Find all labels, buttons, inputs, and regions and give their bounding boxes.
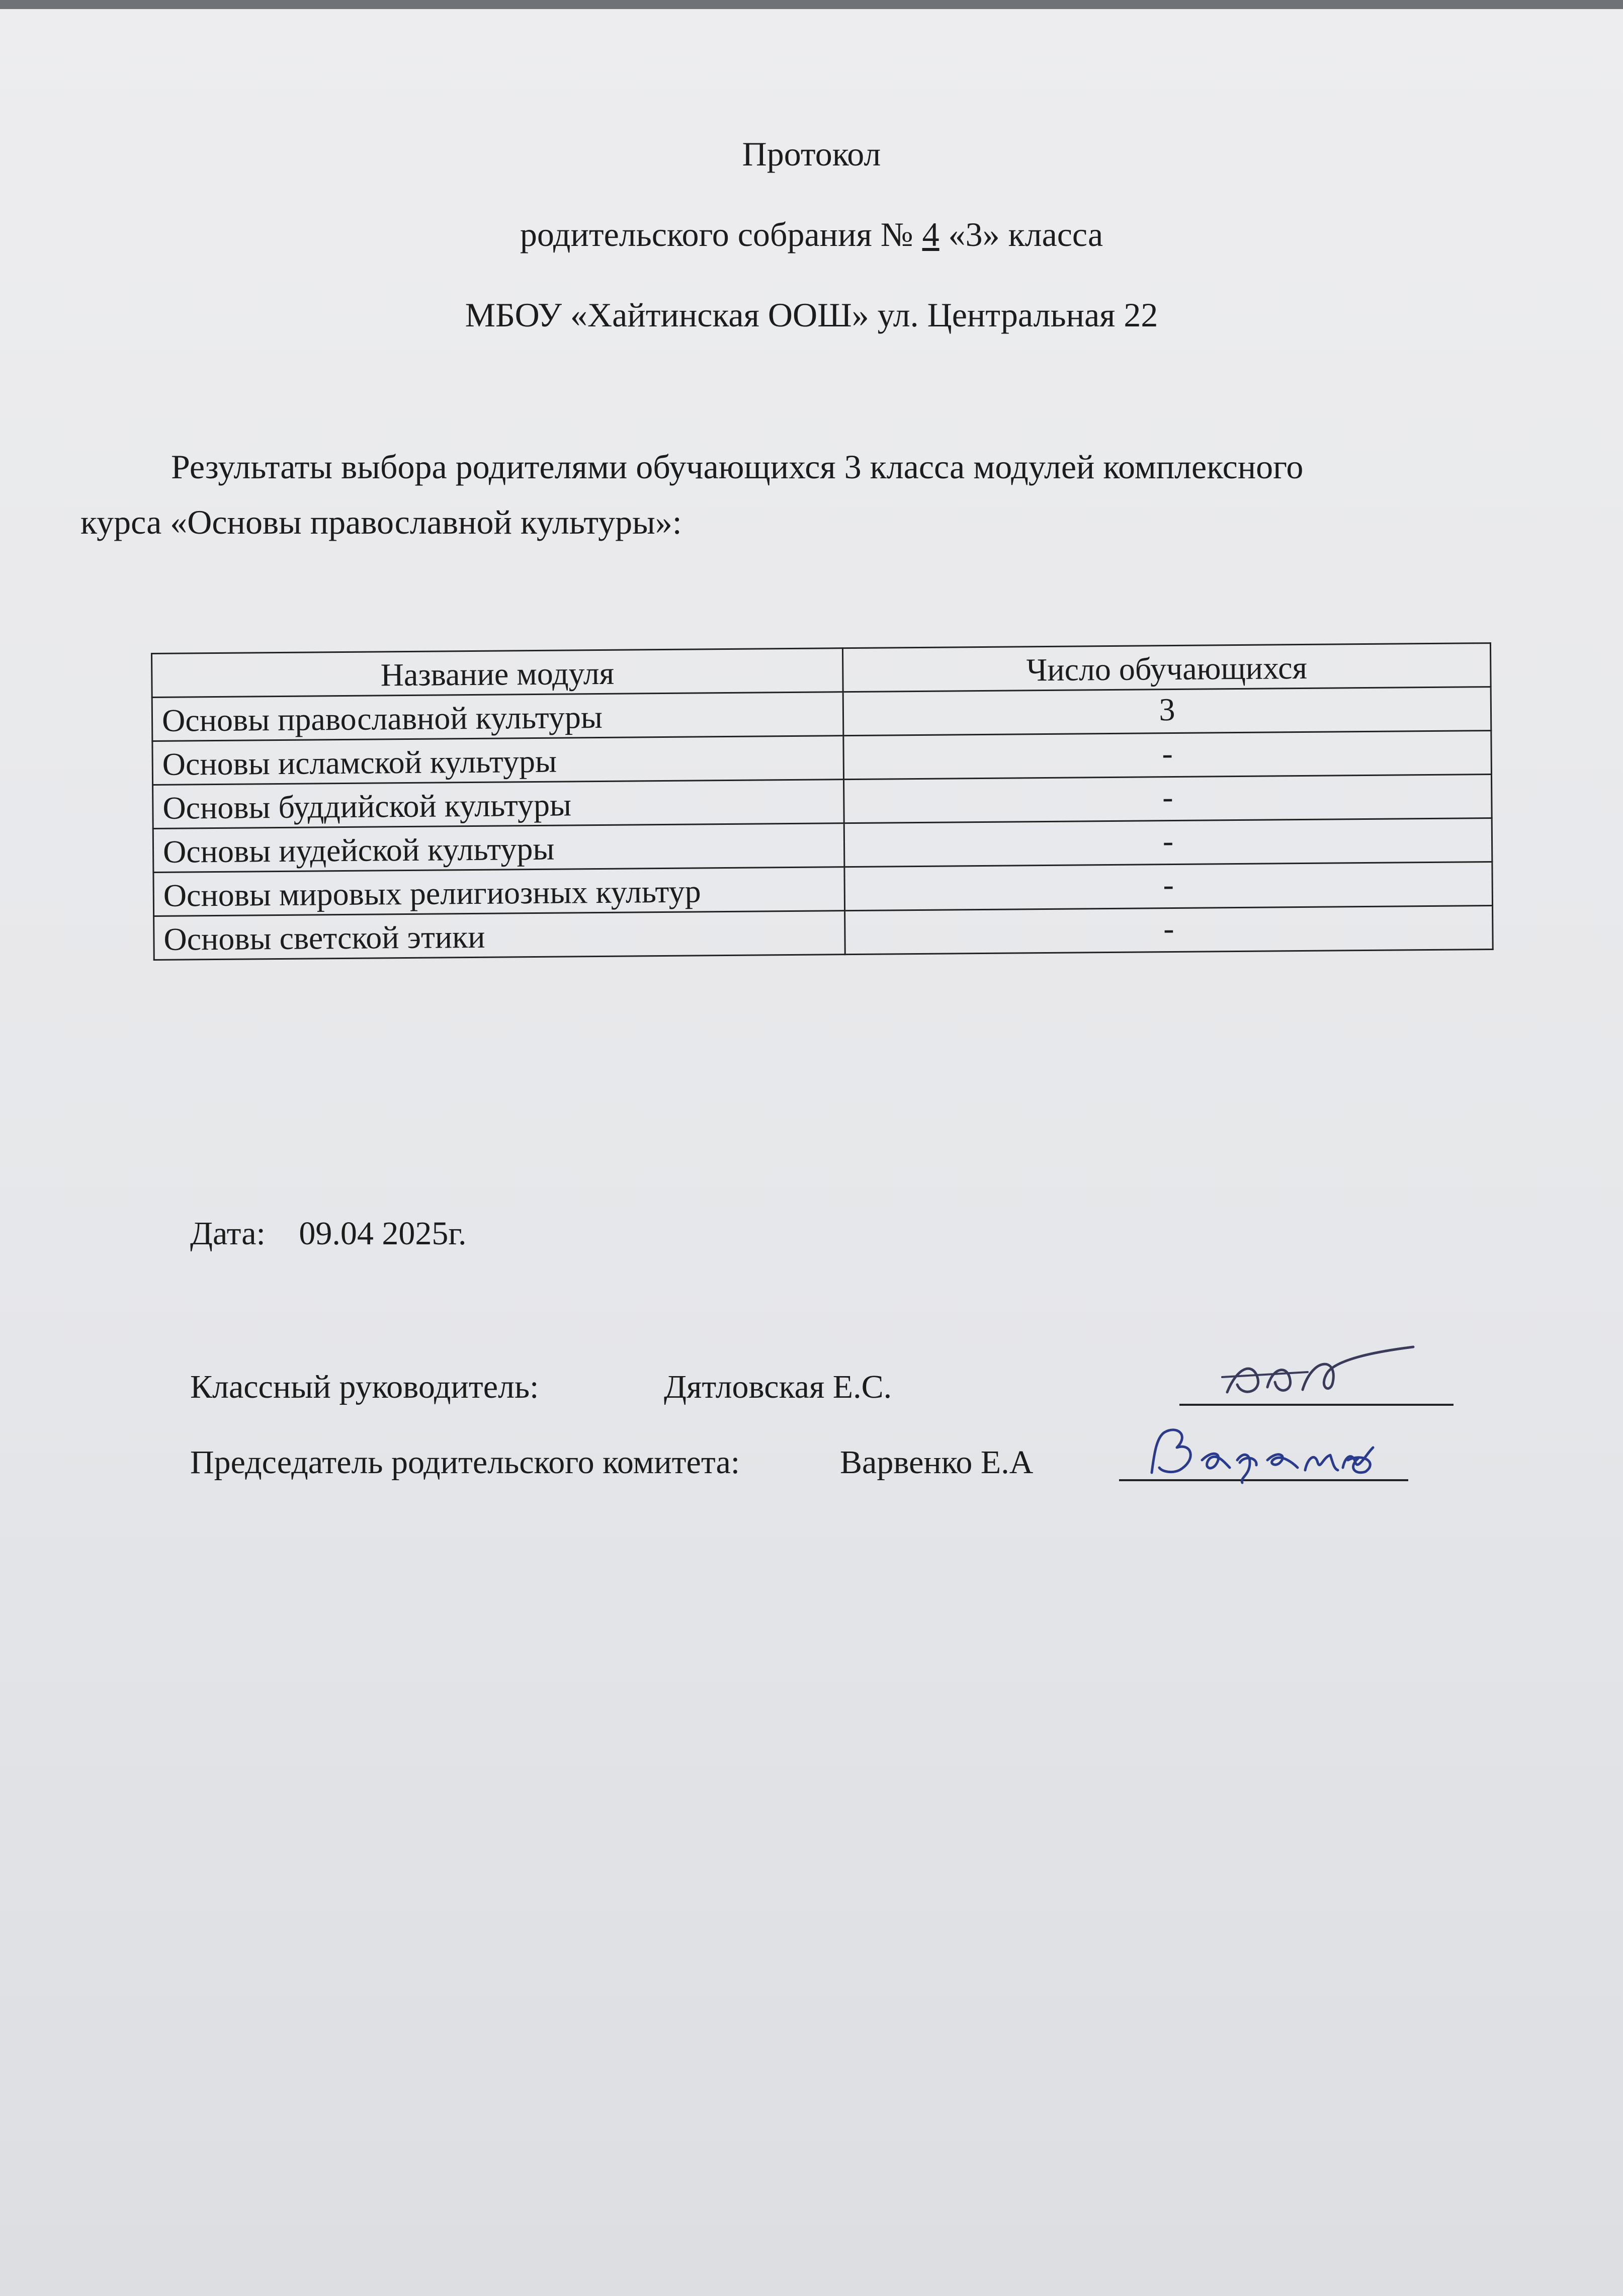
module-name: Основы буддийской культуры: [153, 780, 844, 829]
chair-signature-image: [1142, 1412, 1383, 1488]
teacher-signature-image: [1207, 1337, 1418, 1407]
chair-signature-line: [190, 1442, 1034, 1483]
chair-name: Варвенко Е.А: [840, 1444, 1034, 1481]
date-label: Дата:: [190, 1215, 266, 1252]
meeting-suffix: «3» класса: [948, 215, 1103, 253]
teacher-label: Классный руководитель:: [190, 1369, 539, 1405]
intro-paragraph: [80, 439, 1489, 550]
module-name: Основы православной культуры: [152, 692, 843, 741]
document-page: [0, 9, 1623, 2296]
meeting-line: [0, 214, 1623, 254]
date-line: [190, 1214, 467, 1254]
meeting-prefix: родительского собрания №: [520, 215, 913, 253]
intro-line-1: Результаты выбора родителями обучающихся 3 класса модулей комплексного: [171, 448, 1304, 486]
student-count: -: [844, 862, 1493, 911]
student-count: -: [844, 775, 1492, 823]
header-module-name: Название модуля: [152, 648, 843, 698]
module-name: Основы исламской культуры: [152, 736, 844, 785]
date-value: 09.04 2025г.: [299, 1215, 467, 1252]
module-name: Основы светской этики: [154, 911, 845, 960]
school-line: МБОУ «Хайтинская ООШ» ул. Центральная 22: [465, 296, 1158, 334]
module-name: Основы мировых религиозных культур: [153, 867, 845, 916]
student-count: -: [843, 731, 1492, 780]
document-title: Протокол: [742, 135, 881, 173]
chair-label: Председатель родительского комитета:: [190, 1444, 740, 1481]
modules-table: [151, 642, 1494, 961]
student-count: -: [845, 906, 1493, 955]
teacher-name: Дятловская Е.С.: [664, 1369, 892, 1405]
meeting-number: 4: [922, 215, 939, 253]
intro-line-2: курса «Основы православной культуры»:: [80, 503, 682, 541]
module-name: Основы иудейской культуры: [153, 823, 844, 873]
student-count: -: [844, 818, 1492, 867]
student-count: 3: [843, 687, 1491, 736]
header-student-count: Число обучающихся: [842, 643, 1491, 692]
teacher-signature-line: [190, 1367, 892, 1407]
